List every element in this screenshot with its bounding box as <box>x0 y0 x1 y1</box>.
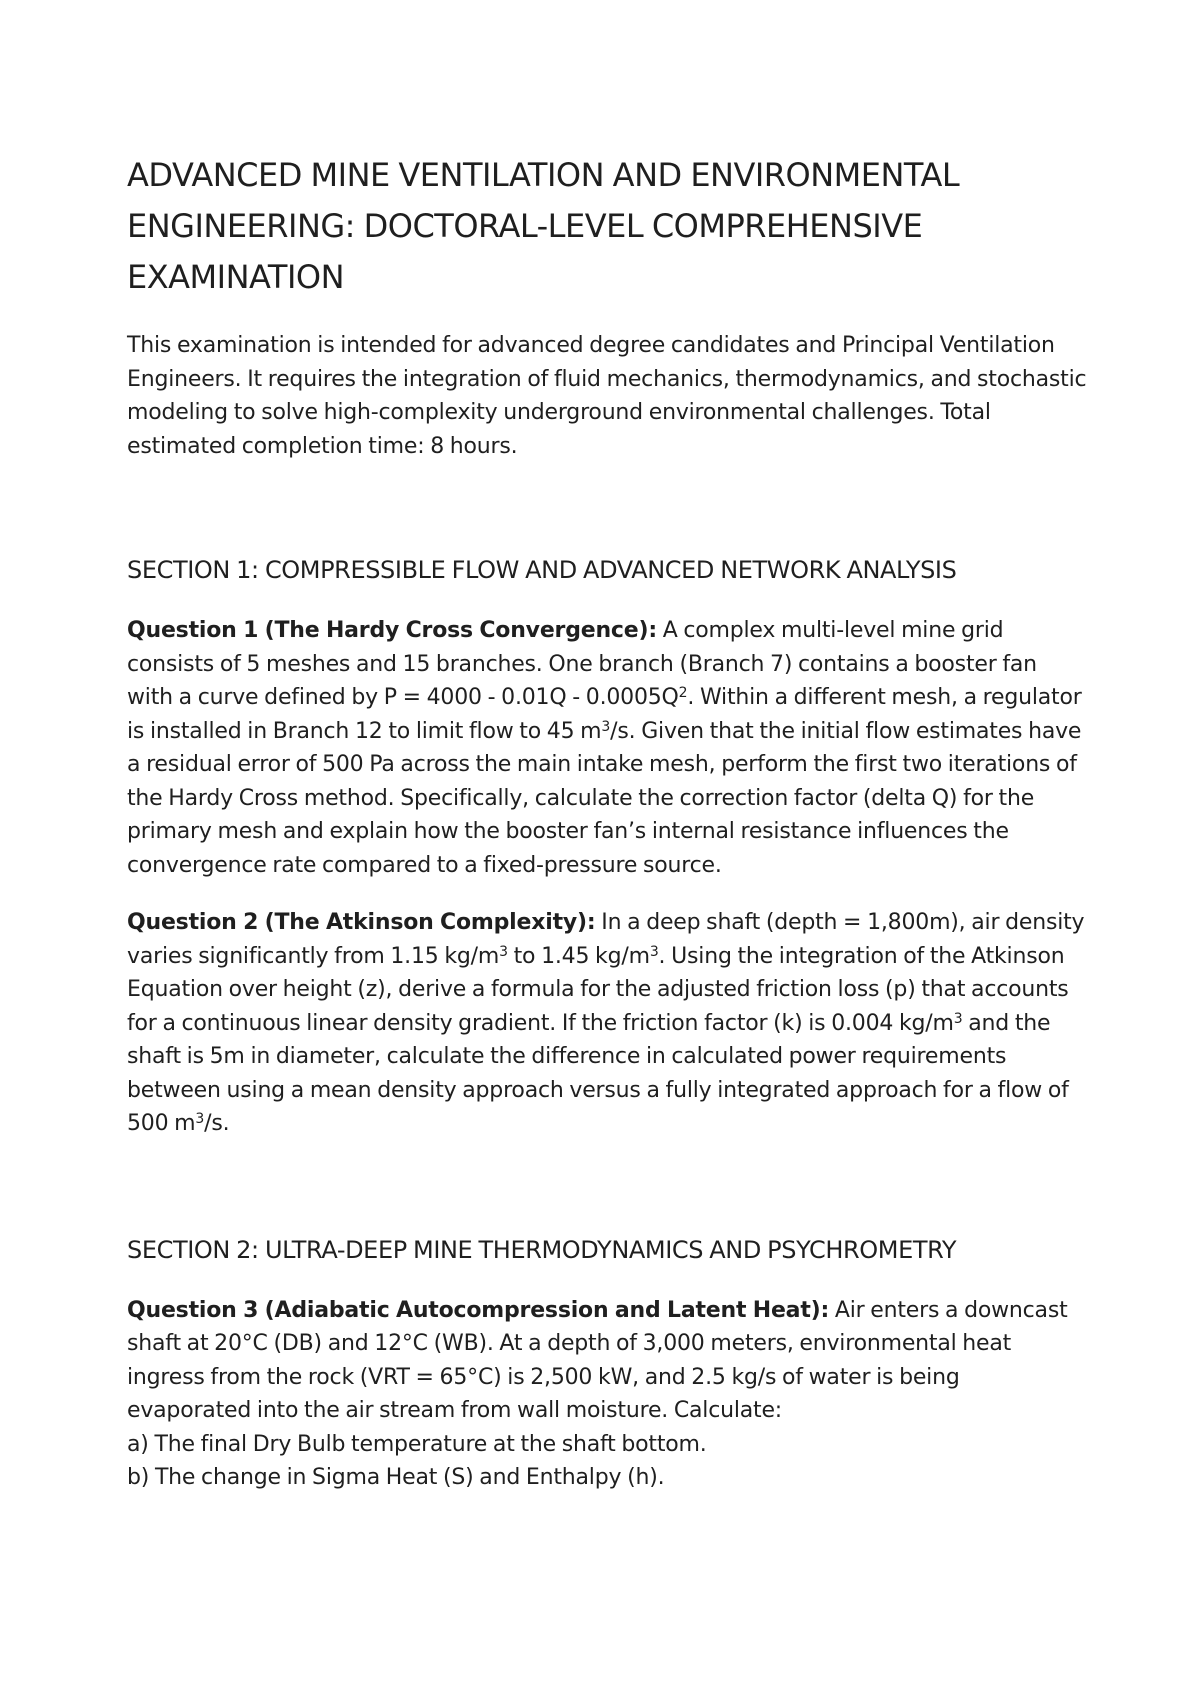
question-2-superscript-3: 3 <box>953 1010 963 1027</box>
question-2-text-part-5: /s. <box>204 1111 230 1136</box>
section-2-heading: SECTION 2: ULTRA-DEEP MINE THERMODYNAMICS AND PSYCHROMETRY <box>127 1235 957 1264</box>
intro-paragraph: This examination is intended for advanced degree candidates and Principal Ventilation Engineers. It requires the integration of fluid mechanics, thermodynamics, and stochastic modeling to solve high-complexity underground environmental challenges. Total estimated completion time: 8 hours. <box>127 333 1087 459</box>
question-2-superscript-4: 3 <box>195 1111 205 1127</box>
question-1-text-part-1: A complex multi-level mine grid consists of 5 meshes and 15 branches. One branch (Branch 7) contains a booster fan with a curve defined by P = 4000 - 0.01Q - 0.0005Q <box>127 618 1037 710</box>
question-2-superscript-1: 3 <box>499 943 508 960</box>
question-2 <box>127 906 1087 1141</box>
question-3-item-a: a) The final Dry Bulb temperature at the shaft bottom. <box>127 1431 707 1457</box>
question-2-text-part-4: and the shaft is 5m in diameter, calculate the difference in calculated power requirements between using a mean density approach versus a fully integrated approach for a flow of 500 m <box>127 1010 1069 1136</box>
document-page <box>127 150 1087 1495</box>
question-3-item-b: b) The change in Sigma Heat (S) and Enthalpy (h). <box>127 1465 665 1490</box>
question-2-text-part-3: . Using the integration of the Atkinson Equation over height (z), derive a formula for the adjusted friction loss (p) that accounts for a continuous linear density gradient. If the friction factor (k) is 0.004 kg/m <box>127 943 1069 1036</box>
question-1-superscript-2: 3 <box>601 718 611 735</box>
question-2-label: Question 2 (The Atkinson Complexity): <box>127 910 596 935</box>
question-1-label: Question 1 (The Hardy Cross Convergence): <box>127 618 657 643</box>
question-1-text-part-3: /s. Given that the initial flow estimates have a residual error of 500 Pa across the main intake mesh, perform the first two iterations of the Hardy Cross method. Specifically, calculate the correction factor (delta Q) for the primary mesh and explain how the booster fan’s internal resistance influences the convergence rate compared to a fixed-pressure source. <box>127 718 1082 878</box>
question-3-text: Air enters a downcast shaft at 20°C (DB) and 12°C (WB). At a depth of 3,000 meters, environmental heat ingress from the rock (VRT = 65°C) is 2,500 kW, and 2.5 kg/s of water is being evaporated into the air stream from wall moisture. Calculate: <box>127 1297 1068 1423</box>
question-2-text-part-1: In a deep shaft (depth = 1,800m), air density varies significantly from 1.15 kg/m <box>127 910 1085 969</box>
question-1 <box>127 614 1087 882</box>
question-1-text-part-2: . Within a different mesh, a regulator is installed in Branch 12 to limit flow to 45 m <box>127 685 1082 744</box>
question-1-superscript-1: 2 <box>678 685 688 701</box>
section-1-heading: SECTION 1: COMPRESSIBLE FLOW AND ADVANCED NETWORK ANALYSIS <box>127 556 957 584</box>
document-title: ADVANCED MINE VENTILATION AND ENVIRONMENTAL ENGINEERING: DOCTORAL-LEVEL COMPREHENSIVE EXAMINATION <box>127 156 960 296</box>
question-3 <box>127 1294 1087 1495</box>
question-3-label: Question 3 (Adiabatic Autocompression and Latent Heat): <box>127 1297 830 1323</box>
question-2-superscript-2: 3 <box>649 943 659 960</box>
question-2-text-part-2: to 1.45 kg/m <box>507 943 650 969</box>
